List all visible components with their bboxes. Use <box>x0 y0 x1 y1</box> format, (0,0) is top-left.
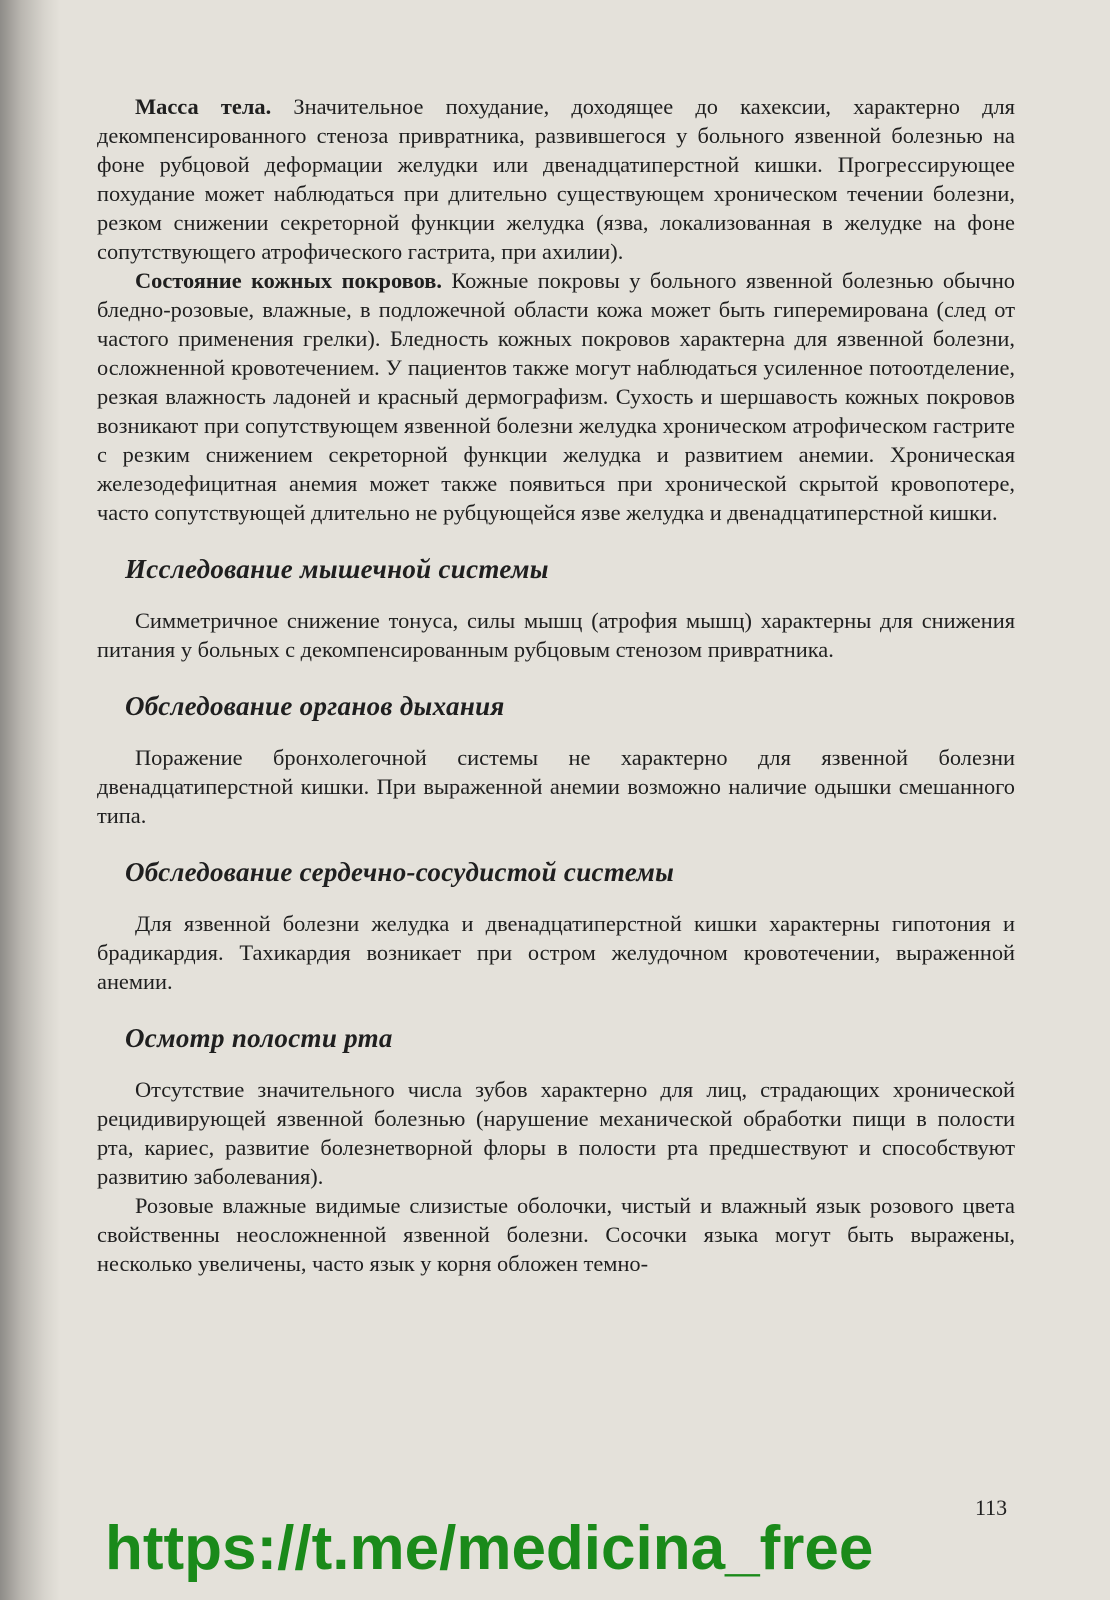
section-heading-muscular: Исследование мышечной системы <box>125 554 549 584</box>
section-heading-respiratory: Обследование органов дыхания <box>125 691 505 721</box>
section-heading-oral-cavity: Осмотр полости рта <box>125 1023 393 1053</box>
page-number: 113 <box>975 1495 1008 1520</box>
paragraph-lead: Масса тела. <box>135 94 272 119</box>
page-body <box>97 92 1015 1278</box>
section-heading-cardiovascular: Обследование сердечно-сосудистой системы <box>125 857 675 887</box>
watermark-link[interactable]: https://t.me/medicina_free <box>105 1514 874 1583</box>
paragraph-lead: Состояние кожных покровов. <box>135 268 442 293</box>
book-gutter-shadow <box>0 0 60 1600</box>
paragraph-body-weight <box>97 92 1015 266</box>
paragraph-oral-teeth: Отсутствие значительного числа зубов характерно для лиц, страдающих хронической рецидивирующей язвенной болезнью (нарушение механической обработки пищи в полости рта, кариес, развитие болезнетворной флоры в полости рта предшествуют и способствуют развитию заболевания). <box>97 1077 1015 1189</box>
paragraph-skin <box>97 266 1015 527</box>
paragraph-respiratory: Поражение бронхолегочной системы не характерно для язвенной болезни двенадцатиперстной кишки. При выраженной анемии возможно наличие одышки смешанного типа. <box>97 745 1015 828</box>
paragraph-muscular: Симметричное снижение тонуса, силы мышц (атрофия мышц) характерны для снижения питания у больных с декомпенсированным рубцовым стенозом привратника. <box>97 608 1015 662</box>
paragraph-text: Значительное похудание, доходящее до кахексии, характерно для декомпенсированного стеноза привратника, развившегося у больного язвенной болезнью на фоне рубцовой деформации желудки или двенадцатиперстной кишки. Прогрессирующее похудание может наблюдаться при длительно существующем хроническом течении болезни, резком снижении секреторной функции желудка (язва, локализованная в желудке на фоне сопутствующего атрофического гастрита, при ахилии). <box>97 94 1015 264</box>
paragraph-oral-mucosa: Розовые влажные видимые слизистые оболочки, чистый и влажный язык розового цвета свойственны неосложненной язвенной болезни. Сосочки языка могут быть выражены, несколько увеличены, часто язык у корня обложен темно- <box>97 1193 1015 1276</box>
paragraph-cardiovascular: Для язвенной болезни желудка и двенадцатиперстной кишки характерны гипотония и брадикардия. Тахикардия возникает при остром желудочном кровотечении, выраженной анемии. <box>97 911 1015 994</box>
paragraph-text: Кожные покровы у больного язвенной болезнью обычно бледно-розовые, влажные, в подложечной области кожа может быть гиперемирована (след от частого применения грелки). Бледность кожных покровов характерна для язвенной болезни, осложненной кровотечением. У пациентов также могут наблюдаться усиленное потоотделение, резкая влажность ладоней и красный дермографизм. Сухость и шершавость кожных покровов возникают при сопутствующем язвенной болезни желудка хроническом атрофическом гастрите с резким снижением секреторной функции желудка и развитием анемии. Хроническая железодефицитная анемия может также появиться при хронической скрытой кровопотере, часто сопутствующей длительно не рубцующейся язве желудка и двенадцатиперстной кишки. <box>97 268 1016 525</box>
